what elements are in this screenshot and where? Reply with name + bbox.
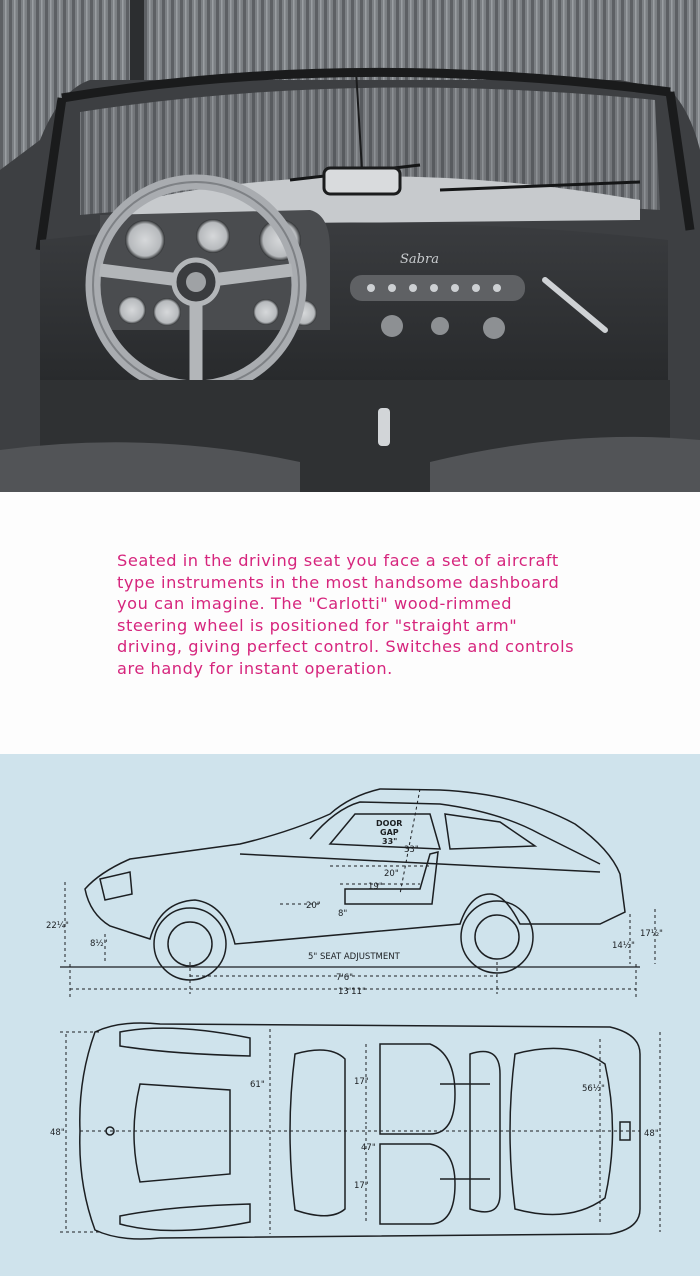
interior-width: 47"	[361, 1143, 376, 1153]
dimension-drawings	[0, 754, 700, 1276]
dim-20-lower: 20"	[306, 901, 321, 911]
ground-clearance-front: 8½"	[90, 939, 108, 949]
seat-adjustment: 5" SEAT ADJUSTMENT	[308, 952, 400, 962]
door-gap-label-1: DOOR	[376, 819, 403, 828]
door-gap-value: 33"	[382, 837, 398, 846]
dim-20-upper: 20"	[384, 869, 399, 879]
caption-line: you can imagine. The "Carlotti" wood-rimmed	[117, 594, 513, 613]
seat-width-2: 17"	[354, 1181, 369, 1191]
rear-height-1: 14½"	[612, 941, 635, 951]
rear-height-2: 17½"	[640, 929, 663, 939]
rear-inner-width: 56½"	[582, 1084, 605, 1094]
overall-height: 22¼"	[46, 921, 69, 931]
caption-line: steering wheel is positioned for "straight arm"	[117, 615, 518, 635]
dim-8: 8"	[338, 909, 348, 919]
dash-badge-text: Sabra	[400, 252, 439, 267]
plan-dimension-lines	[60, 1029, 660, 1234]
wheelbase: 7'6"	[336, 973, 354, 983]
caption-line: type instruments in the most handsome dashboard	[117, 572, 560, 592]
front-width: 48"	[50, 1128, 65, 1138]
caption-section	[0, 492, 700, 754]
caption-line: Seated in the driving seat you face a set of aircraft	[117, 551, 559, 570]
overall-length: 13'11"	[338, 987, 366, 997]
dashboard-photo	[0, 0, 700, 492]
seat-width-1: 17"	[354, 1077, 369, 1087]
caption-line: are handy for instant operation.	[117, 658, 393, 678]
rear-width: 48"	[644, 1129, 659, 1139]
door-gap-label-2: GAP	[380, 828, 399, 837]
dim-19: 19"	[368, 882, 383, 892]
caption-line: driving, giving perfect control. Switches and controls	[117, 637, 575, 656]
dim-33: 33"	[404, 845, 419, 855]
front-track: 61"	[250, 1080, 265, 1090]
caption-paragraph	[117, 550, 642, 679]
